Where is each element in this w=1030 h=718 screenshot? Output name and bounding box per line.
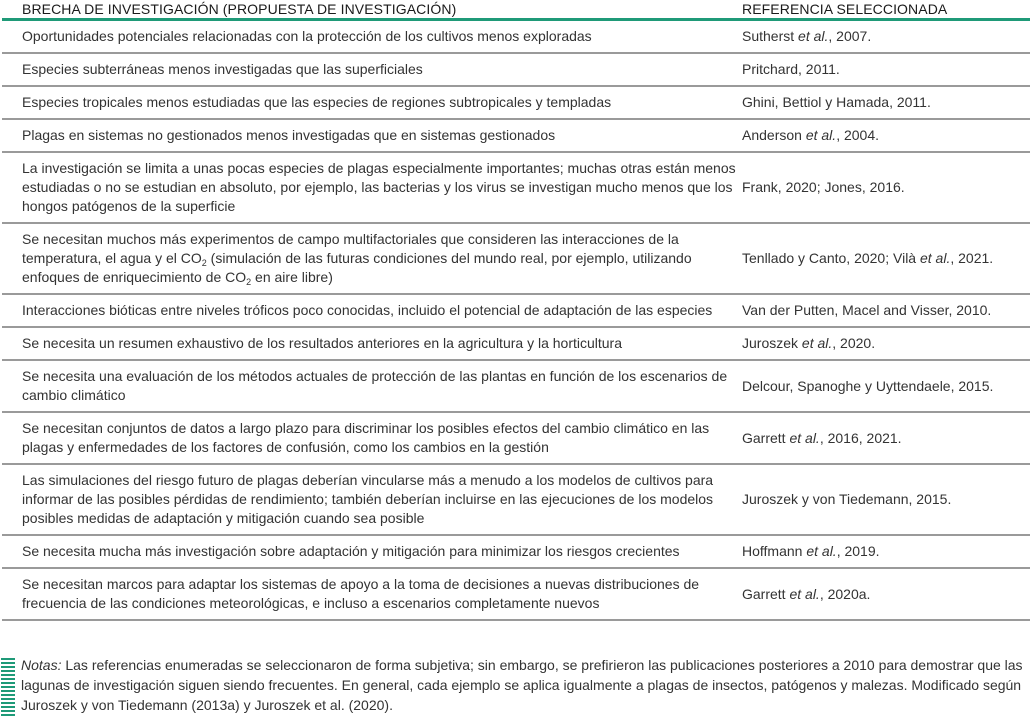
gap-text-part: (simulación de las futuras condiciones del mundo real, por ejemplo, utilizando enfoques de enriquecimiento de CO xyxy=(22,250,692,285)
table-row xyxy=(2,464,1030,535)
research-gap-cell: Se necesita mucha más investigación sobre adaptación y mitigación para minimizar los riesgos crecientes xyxy=(2,535,742,568)
table-row xyxy=(2,327,1030,360)
reference-text: Garrett xyxy=(742,429,790,446)
reference-cell xyxy=(742,412,1030,464)
reference-year: , 2020a. xyxy=(819,585,871,602)
reference-cell xyxy=(742,464,1030,535)
reference-cell xyxy=(742,294,1030,327)
reference-cell xyxy=(742,119,1030,152)
reference-year: , 2019. xyxy=(836,543,880,559)
table-row xyxy=(2,86,1030,119)
notes-stripe-decoration xyxy=(1,658,15,718)
reference-et-al: et al. xyxy=(798,28,829,44)
reference-text: Sutherst xyxy=(742,28,799,44)
notes-label: Notas: xyxy=(21,657,62,673)
research-gap-cell xyxy=(2,223,742,294)
reference-text: Garrett xyxy=(742,585,790,602)
gap-text-part: en aire libre) xyxy=(251,269,333,285)
header-reference: REFERENCIA SELECCIONADA xyxy=(742,0,1030,20)
research-gap-cell: Especies subterráneas menos investigadas que las superficiales xyxy=(2,53,742,86)
reference-text: Pritchard, 2011. xyxy=(742,61,840,77)
reference-cell xyxy=(742,86,1030,119)
research-gap-cell: Especies tropicales menos estudiadas que las especies de regiones subtropicales y templadas xyxy=(2,86,742,119)
notes-body: Las referencias enumeradas se seleccionaron de forma subjetiva; sin embargo, se prefirieron las publicaciones posteriores a 2010 para demostrar que las lagunas de investigación siguen siendo frecuentes. En general, cada ejemplo se aplica igualmente a plagas de insectos, patógenos y malezas. Modificado según Juroszek y von Tiedemann (2013a) y Juroszek et al. (2020). xyxy=(21,657,1023,713)
research-gap-table xyxy=(2,0,1030,621)
reference-text: Hoffmann xyxy=(742,543,807,559)
table-row xyxy=(2,20,1030,54)
reference-et-al: et al. xyxy=(789,429,820,446)
reference-cell xyxy=(742,53,1030,86)
reference-et-al: et al. xyxy=(805,127,837,143)
reference-text: Anderson xyxy=(742,127,806,143)
research-gap-cell: Las simulaciones del riesgo futuro de plagas deberían vincularse más a menudo a los modelos de cultivos para informar de las posibles pérdidas de rendimiento; también deberían incluirse en las ejecuciones de los modelos posibles medidas de adaptación y mitigación cuando sea posible xyxy=(2,464,742,535)
research-gap-cell: Se necesita un resumen exhaustivo de los resultados anteriores en la agricultura y la horticultura xyxy=(2,327,742,360)
notes-text xyxy=(21,655,1026,718)
table-notes xyxy=(0,655,1030,718)
reference-cell xyxy=(742,568,1030,620)
research-gap-cell: La investigación se limita a unas pocas especies de plagas especialmente importantes; muchas otras están menos estudiadas o no se estudian en absoluto, por ejemplo, las bacterias y los virus se investigan mucho menos que los hongos patógenos de la superficie xyxy=(2,152,742,223)
table-header-row xyxy=(2,0,1030,20)
reference-cell xyxy=(742,20,1030,54)
table-row xyxy=(2,568,1030,620)
reference-text: Ghini, Bettiol y Hamada, 2011. xyxy=(742,94,931,110)
reference-et-al: et al. xyxy=(919,250,951,266)
header-research-gap: BRECHA DE INVESTIGACIÓN (PROPUESTA DE INVESTIGACIÓN) xyxy=(2,0,742,20)
reference-et-al: et al. xyxy=(801,335,833,351)
reference-text: Frank, 2020; Jones, 2016. xyxy=(742,179,905,195)
table-row xyxy=(2,152,1030,223)
reference-text: Van der Putten, Macel and Visser, 2010. xyxy=(742,302,992,318)
subscript: 2 xyxy=(246,277,252,287)
reference-year: , 2007. xyxy=(828,28,872,44)
table-row xyxy=(2,294,1030,327)
gap-text-part: Se necesitan muchos más experimentos de campo multifactoriales que consideren las interacciones de la temperatura, el agua y el CO xyxy=(22,231,679,266)
table-row xyxy=(2,53,1030,86)
table-row xyxy=(2,412,1030,464)
reference-et-al: et al. xyxy=(789,585,820,602)
reference-text: Juroszek y von Tiedemann, 2015. xyxy=(742,491,952,507)
reference-text: Delcour, Spanoghe y Uyttendaele, 2015. xyxy=(742,377,994,394)
research-gap-cell: Se necesita una evaluación de los métodos actuales de protección de las plantas en función de los escenarios de cambio climático xyxy=(2,360,742,412)
subscript: 2 xyxy=(201,258,207,268)
reference-cell xyxy=(742,152,1030,223)
research-gap-cell: Plagas en sistemas no gestionados menos investigadas que en sistemas gestionados xyxy=(2,119,742,152)
reference-cell xyxy=(742,360,1030,412)
reference-year: , 2016, 2021. xyxy=(819,429,902,446)
reference-cell xyxy=(742,223,1030,294)
reference-text: Juroszek xyxy=(742,335,802,351)
research-gap-cell: Interacciones bióticas entre niveles tróficos poco conocidas, incluido el potencial de adaptación de las especies xyxy=(2,294,742,327)
reference-text: Tenllado y Canto, 2020; Vilà xyxy=(742,250,920,266)
table-row xyxy=(2,535,1030,568)
table-row xyxy=(2,223,1030,294)
research-gap-cell: Oportunidades potenciales relacionadas con la protección de los cultivos menos exploradas xyxy=(2,20,742,54)
reference-et-al: et al. xyxy=(806,543,837,559)
reference-cell xyxy=(742,327,1030,360)
table-row xyxy=(2,360,1030,412)
table-row xyxy=(2,119,1030,152)
reference-cell xyxy=(742,535,1030,568)
research-gap-cell: Se necesitan marcos para adaptar los sistemas de apoyo a la toma de decisiones a nuevas distribuciones de frecuencia de las condiciones meteorológicas, e incluso a escenarios completamente nuevos xyxy=(2,568,742,620)
reference-year: , 2020. xyxy=(832,335,876,351)
reference-year: , 2004. xyxy=(836,127,880,143)
reference-year: , 2021. xyxy=(950,250,994,266)
research-gap-cell: Se necesitan conjuntos de datos a largo plazo para discriminar los posibles efectos del cambio climático en las plagas y enfermedades de los factores de confusión, como los cambios en la gestión xyxy=(2,412,742,464)
